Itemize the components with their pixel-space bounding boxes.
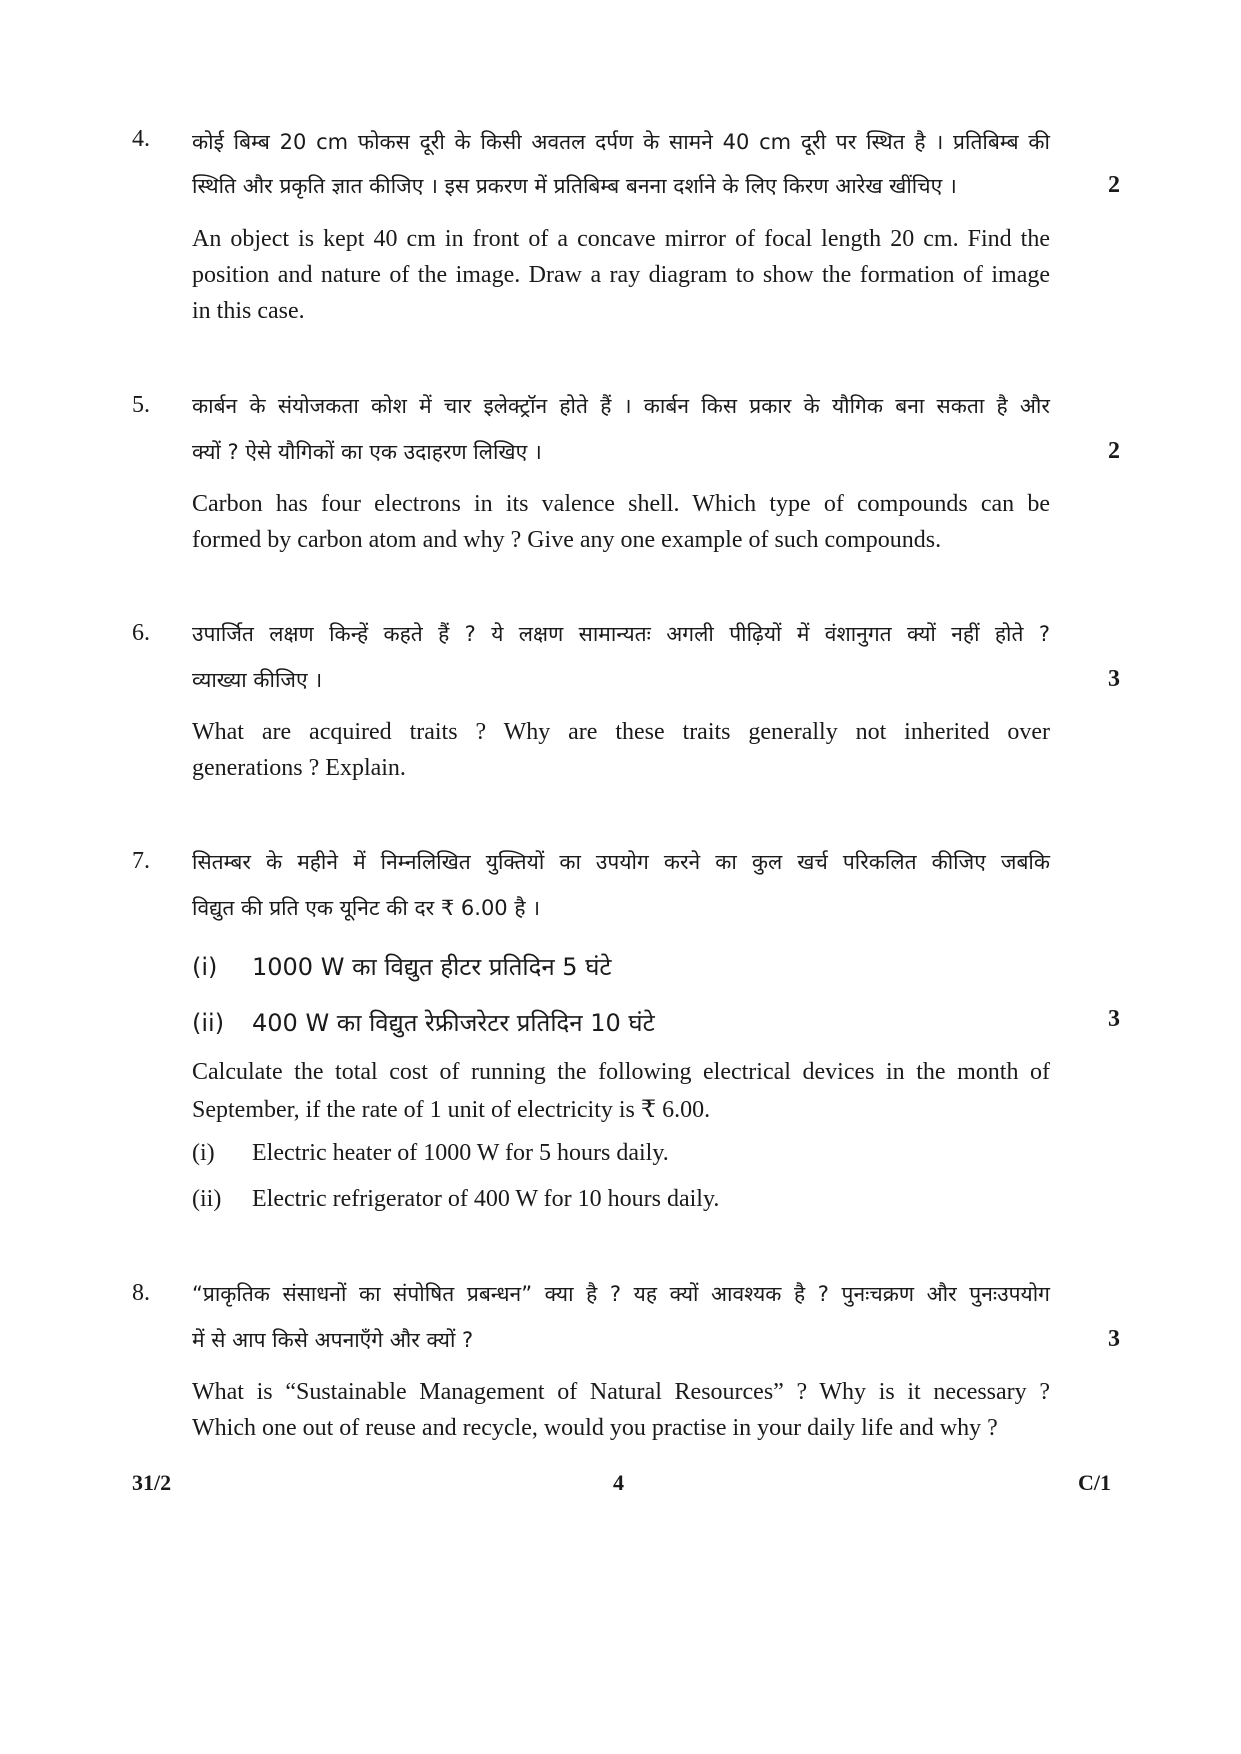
question-hindi-line: कोई बिम्ब 20 cm फोकस दूरी के किसी अवतल दर्पण के सामने 40 cm दूरी पर स्थित है । प्रतिबिम्ब की — [192, 130, 1050, 154]
english-subitem — [192, 1140, 669, 1167]
page-number: 4 — [613, 1470, 624, 1495]
subitem-text: 400 W का विद्युत रेफ्रीजरेटर प्रतिदिन 10 घंटे — [252, 1009, 655, 1037]
subitem-label: (ii) — [192, 1186, 222, 1212]
question-hindi-line: “प्राकृतिक संसाधनों का संपोषित प्रबन्धन” क्या है ? यह क्यों आवश्यक है ? पुनःचक्रण और पुनःउपयोग — [192, 1282, 1050, 1306]
hindi-subitem — [192, 950, 611, 983]
subitem-label: (ii) — [192, 1009, 225, 1037]
question-number: 8. — [132, 1280, 150, 1306]
question-english-line: Calculate the total cost of running the following electrical devices in the month of — [192, 1059, 1050, 1085]
question-number: 4. — [132, 126, 150, 152]
question-marks: 2 — [1108, 438, 1120, 464]
question-english-line: formed by carbon atom and why ? Give any one example of such compounds. — [192, 527, 942, 553]
question-english-line: position and nature of the image. Draw a ray diagram to show the formation of image — [192, 262, 1050, 288]
question-english-line: generations ? Explain. — [192, 755, 406, 781]
question-english-line: Carbon has four electrons in its valence shell. Which type of compounds can be — [192, 491, 1050, 517]
question-number: 7. — [132, 848, 150, 874]
question-number: 6. — [132, 620, 150, 646]
subitem-label: (i) — [192, 953, 218, 981]
question-english-line: What is “Sustainable Management of Natural Resources” ? Why is it necessary ? — [192, 1379, 1050, 1405]
question-english-line: in this case. — [192, 298, 305, 324]
subitem-text: Electric heater of 1000 W for 5 hours daily. — [252, 1140, 669, 1166]
paper-code: 31/2 — [132, 1470, 172, 1495]
subitem-text: Electric refrigerator of 400 W for 10 hours daily. — [252, 1186, 720, 1212]
question-hindi-line: उपार्जित लक्षण किन्हें कहते हैं ? ये लक्षण सामान्यतः अगली पीढ़ियों में वंशानुगत क्यों नहीं होते ? — [192, 622, 1050, 646]
set-code: C/1 — [1078, 1470, 1111, 1495]
question-marks: 3 — [1108, 1326, 1120, 1352]
question-english-line: September, if the rate of 1 unit of electricity is ₹ 6.00. — [192, 1097, 711, 1123]
question-number: 5. — [132, 392, 150, 418]
question-marks: 2 — [1108, 172, 1120, 198]
hindi-subitem — [192, 1006, 655, 1039]
question-hindi-line: स्थिति और प्रकृति ज्ञात कीजिए । इस प्रकरण में प्रतिबिम्ब बनना दर्शाने के लिए किरण आरेख खींचिए । — [192, 174, 957, 198]
question-english-line: An object is kept 40 cm in front of a concave mirror of focal length 20 cm. Find the — [192, 226, 1050, 252]
english-subitem — [192, 1186, 719, 1213]
question-hindi-line: सितम्बर के महीने में निम्नलिखित युक्तियों का उपयोग करने का कुल खर्च परिकलित कीजिए जबकि — [192, 850, 1050, 874]
question-english-line: Which one out of reuse and recycle, would you practise in your daily life and why ? — [192, 1415, 998, 1441]
subitem-text: 1000 W का विद्युत हीटर प्रतिदिन 5 घंटे — [252, 953, 612, 981]
question-hindi-line: व्याख्या कीजिए । — [192, 668, 323, 692]
subitem-label: (i) — [192, 1140, 215, 1166]
question-english-line: What are acquired traits ? Why are these traits generally not inherited over — [192, 719, 1050, 745]
question-hindi-line: क्यों ? ऐसे यौगिकों का एक उदाहरण लिखिए । — [192, 440, 542, 464]
question-hindi-line: कार्बन के संयोजकता कोश में चार इलेक्ट्रॉन होते हैं । कार्बन किस प्रकार के यौगिक बना सकता है और — [192, 394, 1050, 418]
question-hindi-line: में से आप किसे अपनाएँगे और क्यों ? — [192, 1328, 474, 1352]
question-marks: 3 — [1108, 666, 1120, 692]
question-marks: 3 — [1108, 1006, 1120, 1032]
question-hindi-line: विद्युत की प्रति एक यूनिट की दर ₹ 6.00 है । — [192, 896, 541, 920]
